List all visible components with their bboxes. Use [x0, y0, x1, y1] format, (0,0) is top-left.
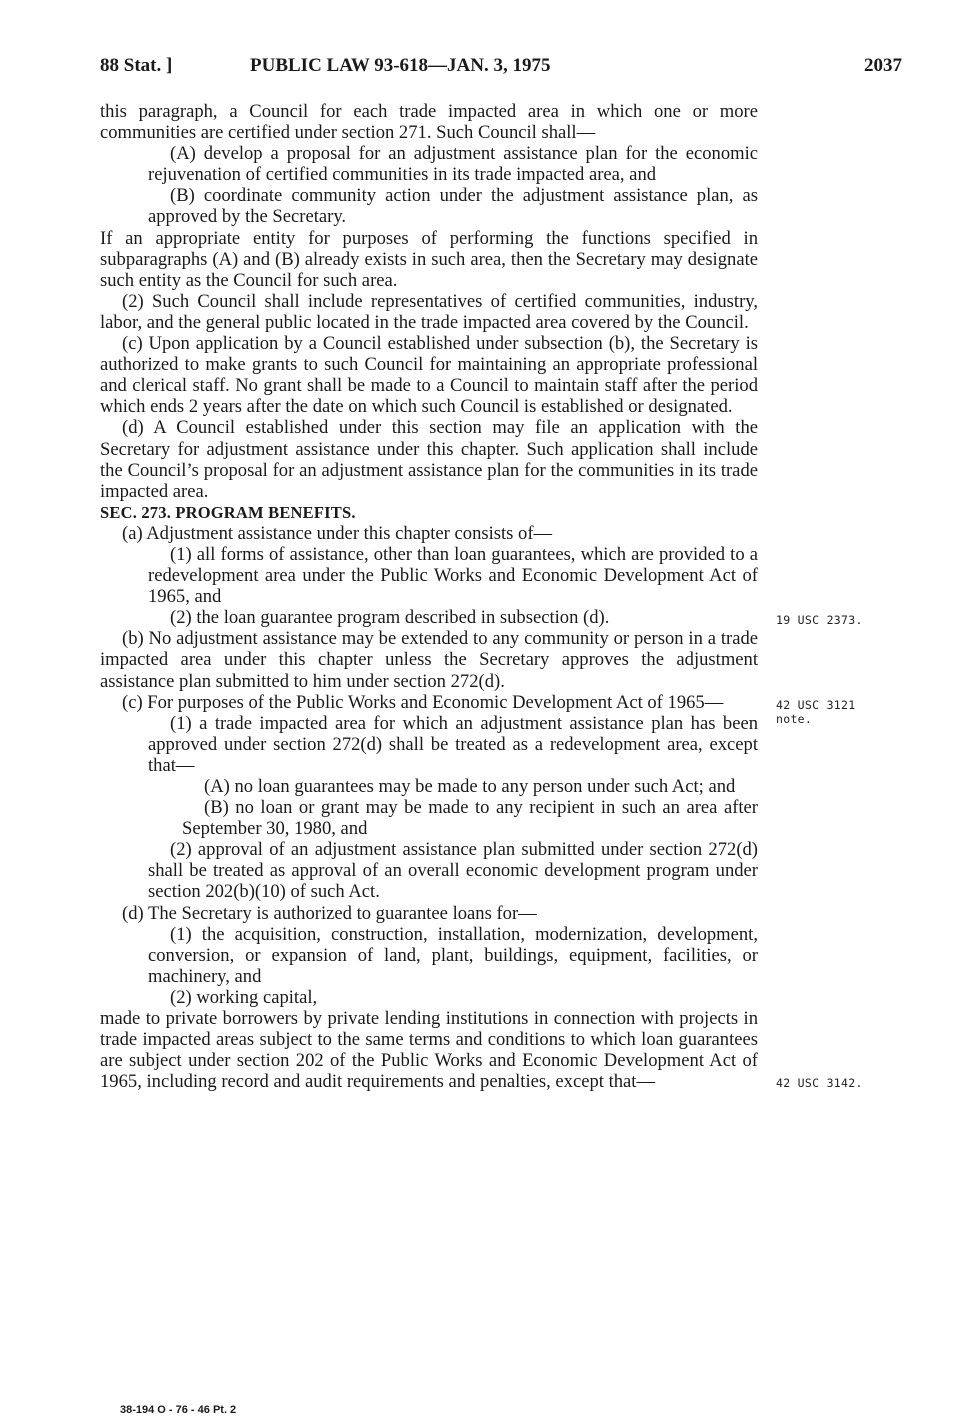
paragraph: (b) No adjustment assistance may be extended to any community or person in a trade impacted area under this chapter unless the Secretary approves the adjustment assistance plan submitted to him under section 272(d).	[100, 628, 758, 692]
paragraph: (c) For purposes of the Public Works and Economic Development Act of 1965—	[122, 691, 724, 713]
paragraph: this paragraph, a Council for each trade impacted area in which one or more communities are certified under section 271. Such Council shall—	[100, 101, 758, 144]
margin-citation: 42 USC 3121 note.	[776, 698, 856, 726]
subparagraph: (2) the loan guarantee program described in subsection (d).	[170, 607, 610, 629]
paragraph: If an appropriate entity for purposes of performing the functions specified in subparagraphs (A) and (B) already exists in such area, then the Secretary may designate such entity as the Council for such area.	[100, 227, 758, 291]
subparagraph: (A) develop a proposal for an adjustment assistance plan for the economic rejuvenation of certified communities in its trade impacted area, and	[148, 143, 758, 186]
page-header	[100, 55, 902, 85]
subparagraph: (1) all forms of assistance, other than loan guarantees, which are provided to a redevelopment area under the Public Works and Economic Development Act of 1965, and	[148, 543, 758, 608]
subparagraph: (B) coordinate community action under the adjustment assistance plan, as approved by the Secretary.	[148, 185, 758, 228]
paragraph: (a) Adjustment assistance under this chapter consists of—	[122, 522, 553, 544]
section-heading: SEC. 273. PROGRAM BENEFITS.	[100, 502, 356, 522]
law-title: PUBLIC LAW 93-618—JAN. 3, 1975	[250, 55, 551, 76]
body-text	[100, 101, 758, 1092]
paragraph: made to private borrowers by private lending institutions in connection with projects in trade impacted areas subject to the same terms and conditions to which loan guarantees are subject under section 202 of the Public Works and Economic Development Act of 1965, including record and audit requirements and penalties, except that—	[100, 1008, 758, 1093]
paragraph: (2) Such Council shall include representatives of certified communities, industry, labor, and the general public located in the trade impacted area covered by the Council.	[100, 290, 758, 333]
clause: (A) no loan guarantees may be made to any person under such Act; and	[204, 776, 736, 797]
subparagraph: (2) working capital,	[170, 986, 318, 1008]
subparagraph: (2) approval of an adjustment assistance plan submitted under section 272(d) shall be treated as approval of an overall economic development program under section 202(b)(10) of such Act.	[148, 839, 758, 903]
page-number: 2037	[864, 55, 902, 76]
paragraph: (d) A Council established under this section may file an application with the Secretary for adjustment assistance under this chapter. Such application shall include the Council’s proposal for an adjustment assistance plan for the communities in its trade impacted area.	[100, 417, 758, 502]
margin-citation: 19 USC 2373.	[776, 613, 863, 627]
paragraph: (c) Upon application by a Council established under subsection (b), the Secretary is authorized to make grants to such Council for maintaining an appropriate professional and clerical staff. No grant shall be made to a Council to maintain staff after the period which ends 2 years after the date on which such Council is established or designated.	[100, 333, 758, 418]
margin-citation: 42 USC 3142.	[776, 1076, 863, 1090]
subparagraph: (1) a trade impacted area for which an adjustment assistance plan has been approved under section 272(d) shall be treated as a redevelopment area, except that—	[148, 712, 758, 776]
statute-volume: 88 Stat. ]	[100, 55, 173, 76]
paragraph: (d) The Secretary is authorized to guarantee loans for—	[122, 902, 537, 924]
clause: (B) no loan or grant may be made to any recipient in such an area after September 30, 1980, and	[182, 797, 758, 840]
subparagraph: (1) the acquisition, construction, installation, modernization, development, conversion, or expansion of land, plant, buildings, equipment, facilities, or machinery, and	[148, 923, 758, 987]
printing-code: 38-194 O - 76 - 46 Pt. 2	[120, 1404, 237, 1416]
